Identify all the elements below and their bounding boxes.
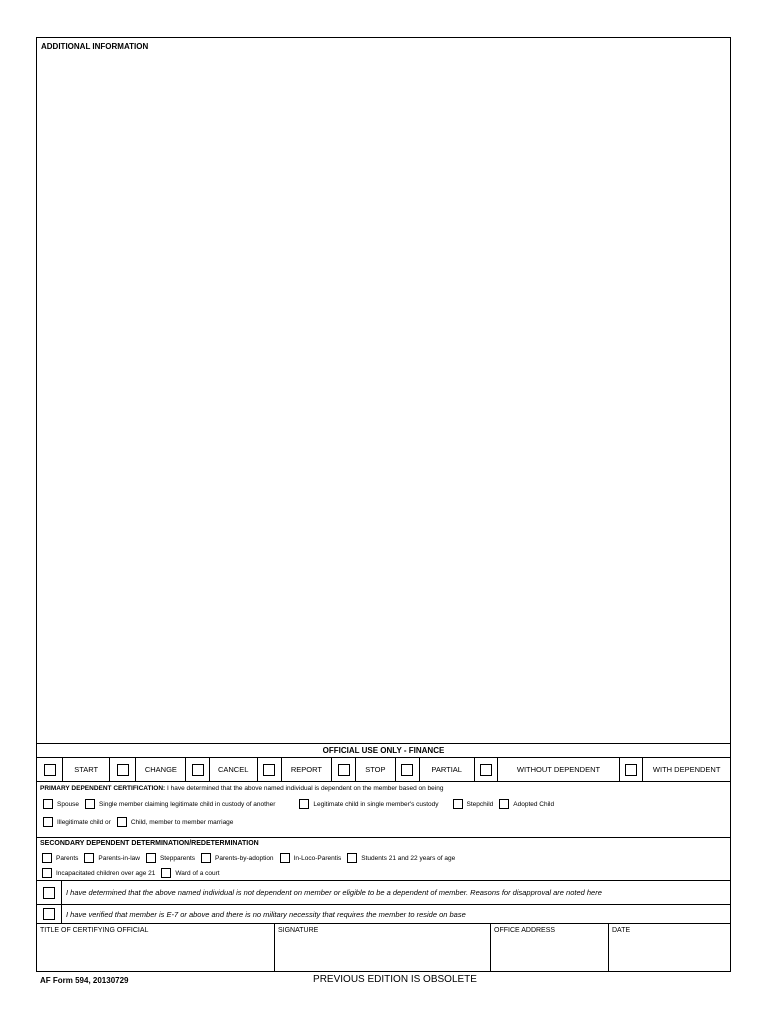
primary-certification [37, 781, 730, 837]
parents-label: Parents [56, 854, 79, 862]
member-to-member-checkbox[interactable] [117, 817, 127, 827]
adopted-child-label: Adopted Child [513, 800, 555, 808]
legitimate-child-checkbox[interactable] [299, 799, 309, 809]
verified-checkbox[interactable] [37, 905, 62, 923]
form-id: AF Form 594, 20130729 [40, 976, 129, 985]
without-dependent-label: WITHOUT DEPENDENT [498, 758, 620, 781]
incapacitated-children-label: Incapacitated children over age 21 [56, 869, 156, 877]
change-label: CHANGE [136, 758, 186, 781]
illegitimate-child-checkbox[interactable] [43, 817, 53, 827]
report-label: REPORT [282, 758, 332, 781]
parents-in-law-label: Parents-in-law [98, 854, 140, 862]
member-to-member-label: Child, member to member marriage [130, 818, 234, 826]
af-form-594 [36, 37, 731, 972]
single-member-checkbox[interactable] [85, 799, 95, 809]
stepparents-label: Stepparents [159, 854, 196, 862]
secondary-title: SECONDARY DEPENDENT DETERMINATION/REDETERMINATION [40, 840, 259, 847]
cancel-label: CANCEL [210, 758, 258, 781]
stop-label: STOP [356, 758, 396, 781]
start-label: START [63, 758, 110, 781]
stepparents-checkbox[interactable] [146, 853, 156, 863]
spouse-label: Spouse [57, 800, 80, 808]
primary-options-line-1 [43, 799, 554, 809]
date-label: DATE [612, 927, 631, 934]
spouse-checkbox[interactable] [43, 799, 53, 809]
parents-by-adoption-checkbox[interactable] [201, 853, 211, 863]
in-loco-parentis-label: In-Loco-Parentis [293, 854, 342, 862]
stepchild-checkbox[interactable] [453, 799, 463, 809]
without-dependent-checkbox[interactable] [475, 758, 498, 781]
stop-checkbox[interactable] [332, 758, 356, 781]
with-dependent-label: WITH DEPENDENT [652, 765, 721, 774]
change-checkbox[interactable] [110, 758, 136, 781]
partial-checkbox[interactable] [396, 758, 420, 781]
signature-field[interactable] [275, 924, 491, 972]
students-label: Students 21 and 22 years of age [361, 854, 456, 862]
primary-title: PRIMARY DEPENDENT CERTIFICATION: [40, 785, 166, 792]
single-member-label: Single member claiming legitimate child in custody of another [99, 800, 276, 808]
in-loco-parentis-checkbox[interactable] [280, 853, 290, 863]
start-checkbox[interactable] [37, 758, 63, 781]
adopted-child-checkbox[interactable] [499, 799, 509, 809]
stepchild-label: Stepchild [466, 800, 494, 808]
disapproval-checkbox[interactable] [37, 881, 62, 904]
disapproval-row [37, 880, 730, 904]
students-checkbox[interactable] [347, 853, 357, 863]
ward-of-court-label: Ward of a court [175, 869, 220, 877]
secondary-options-line-2 [42, 868, 220, 878]
report-checkbox[interactable] [258, 758, 282, 781]
verified-text: I have verified that member is E-7 or above and there is no military necessity that requires the member to reside on base [66, 909, 466, 919]
secondary-determination [37, 837, 730, 880]
verified-row [37, 904, 730, 923]
secondary-options-line-1 [42, 853, 455, 863]
primary-statement: I have determined that the above named individual is dependent on the member based on being [167, 785, 444, 792]
title-of-certifying-official-label: TITLE OF CERTIFYING OFFICIAL [40, 927, 149, 934]
office-address-label: OFFICE ADDRESS [494, 927, 556, 934]
ward-of-court-checkbox[interactable] [161, 868, 171, 878]
official-use-title: OFFICIAL USE ONLY - FINANCE [37, 743, 730, 757]
title-of-certifying-official-field[interactable] [37, 924, 275, 972]
illegitimate-child-label: Illegitimate child or [57, 818, 111, 826]
office-address-field[interactable] [491, 924, 609, 972]
signature-label: SIGNATURE [278, 927, 319, 934]
date-field[interactable] [609, 924, 730, 972]
parents-checkbox[interactable] [42, 853, 52, 863]
additional-information-field[interactable] [37, 54, 730, 742]
parents-in-law-checkbox[interactable] [84, 853, 94, 863]
obsolete-notice: PREVIOUS EDITION IS OBSOLETE [313, 974, 477, 985]
parents-by-adoption-label: Parents-by-adoption [215, 854, 274, 862]
cancel-checkbox[interactable] [186, 758, 209, 781]
disapproval-text: I have determined that the above named individual is not dependent on member or eligible to be a dependent of member. Reasons for disapproval are noted here [66, 888, 602, 897]
signature-row [37, 923, 730, 972]
legitimate-child-label: Legitimate child in single member's custody [313, 800, 439, 808]
additional-information-label: ADDITIONAL INFORMATION [41, 42, 149, 51]
incapacitated-children-checkbox[interactable] [42, 868, 52, 878]
with-dependent-checkbox[interactable] [620, 758, 643, 781]
finance-action-row [37, 757, 730, 781]
primary-options-line-2 [43, 817, 233, 827]
partial-label: PARTIAL [420, 758, 475, 781]
